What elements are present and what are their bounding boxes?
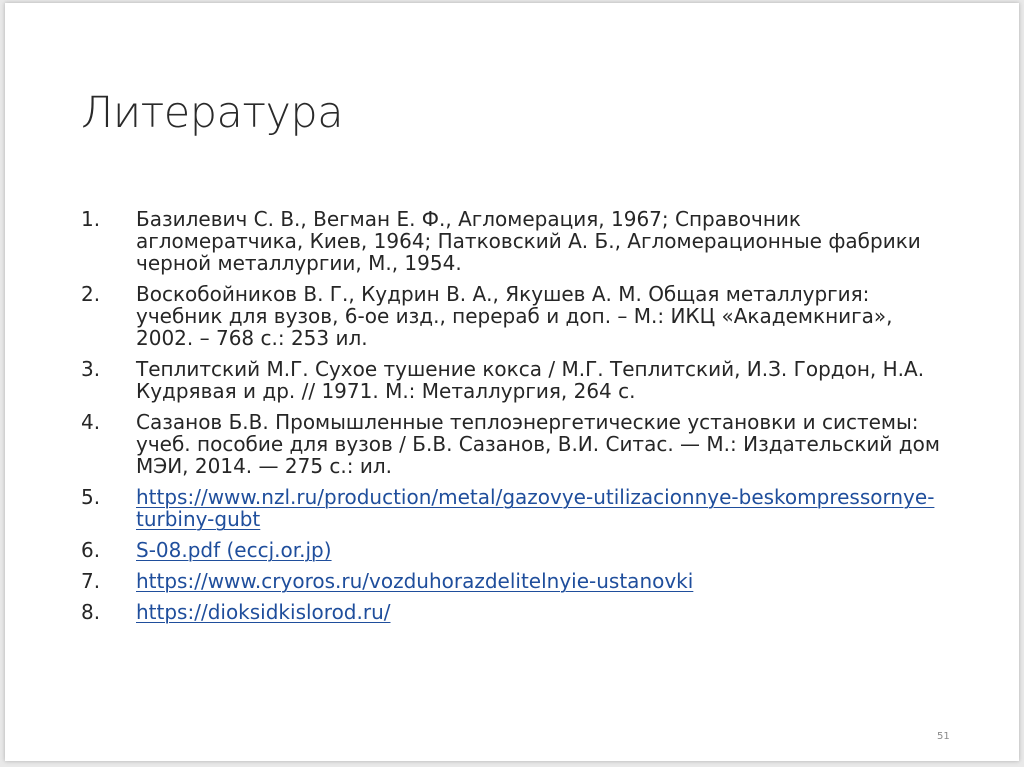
reference-item (81, 283, 941, 349)
reference-number: 6. (81, 538, 101, 562)
reference-link-eccj[interactable]: S-08.pdf (eccj.or.jp) (136, 538, 332, 562)
reference-item (81, 601, 941, 623)
reference-item (81, 358, 941, 402)
slide-title: Литература (81, 88, 344, 138)
reference-number: 4. (81, 410, 101, 434)
reference-text: Воскобойников В. Г., Кудрин В. А., Якушев А. М. Общая металлургия: учебник для вузов, 6-ое изд., перераб и доп. – М.: ИКЦ «Академкнига», 2002. – 768 с.: 253 ил. (136, 282, 893, 350)
reference-text: Теплитский М.Г. Сухое тушение кокса / М.Г. Теплитский, И.З. Гордон, Н.А. Кудрявая и др. // 1971. М.: Металлургия, 264 с. (136, 357, 925, 403)
reference-text: Сазанов Б.В. Промышленные теплоэнергетические установки и системы: учеб. пособие для вузов / Б.В. Сазанов, В.И. Ситас. — М.: Издательский дом МЭИ, 2014. — 275 с.: ил. (136, 410, 940, 478)
reference-item (81, 570, 941, 592)
reference-number: 7. (81, 569, 101, 593)
slide (5, 3, 1019, 761)
reference-list (81, 208, 941, 632)
reference-number: 5. (81, 485, 101, 509)
page-number: 51 (937, 731, 950, 742)
reference-item (81, 539, 941, 561)
reference-item (81, 411, 941, 477)
reference-item (81, 208, 941, 274)
reference-number: 3. (81, 357, 101, 381)
reference-number: 1. (81, 207, 101, 231)
reference-link-dioksidkislorod[interactable]: https://dioksidkislorod.ru/ (136, 600, 391, 624)
reference-item (81, 486, 941, 530)
reference-link-cryoros[interactable]: https://www.cryoros.ru/vozduhorazdelitelnyie-ustanovki (136, 569, 694, 593)
reference-link-nzl[interactable]: https://www.nzl.ru/production/metal/gazovye-utilizacionnye-beskompressornye-turbiny-gubt (136, 485, 935, 531)
reference-number: 2. (81, 282, 101, 306)
reference-text: Базилевич С. В., Вегман Е. Ф., Агломерация, 1967; Справочник агломератчика, Киев, 1964; Патковский А. Б., Агломерационные фабрики черной металлургии, М., 1954. (136, 207, 921, 275)
reference-number: 8. (81, 600, 101, 624)
